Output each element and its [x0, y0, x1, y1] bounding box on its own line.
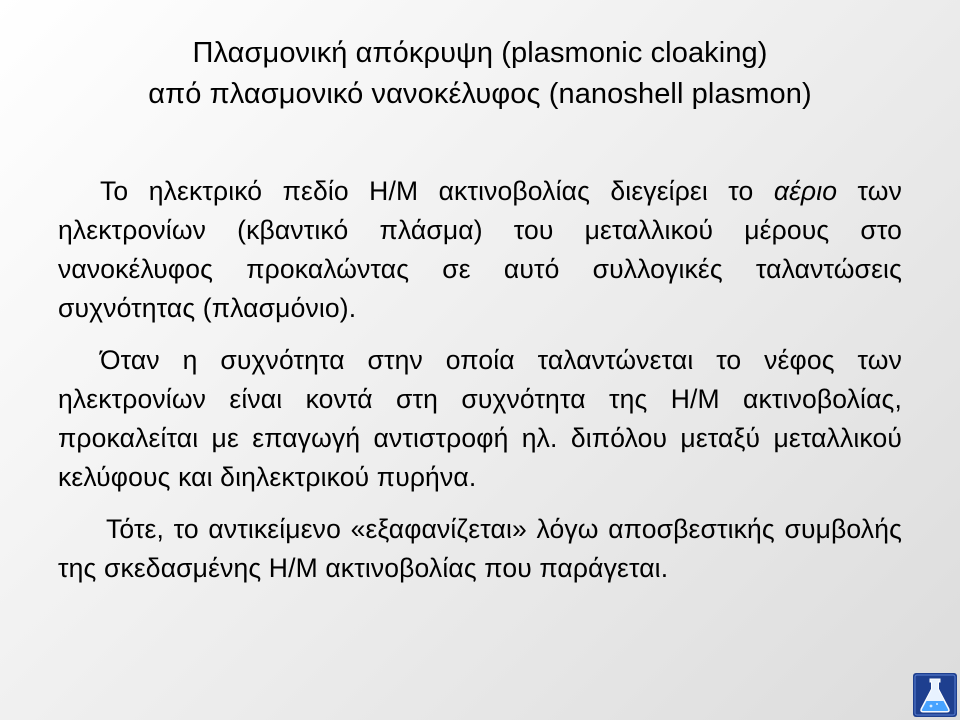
flask-logo-icon: [913, 673, 957, 717]
paragraph-1: [58, 172, 902, 328]
title-line-1: Πλασμονική απόκρυψη (plasmonic cloaking): [192, 37, 768, 69]
slide-title: [60, 33, 900, 115]
paragraph-2: Όταν η συχνότητα στην οποία ταλαντώνεται το νέφος των ηλεκτρονίων είναι κοντά στη συχνότητα της Η/Μ ακτινοβολίας, προκαλείται με επαγωγή αντιστροφή ηλ. διπόλου μεταξύ μεταλλικού κελύφους και διηλεκτρικού πυρήνα.: [58, 345, 902, 492]
paragraph-3: Τότε, το αντικείμενο «εξαφανίζεται» λόγω αποσβεστικής συμβολής της σκεδασμένης Η/Μ ακτινοβολίας που παράγεται.: [58, 514, 902, 583]
title-line-2: από πλασμονικό νανοκέλυφος (nanoshell plasmon): [148, 78, 812, 110]
paragraph-1-emphasis: αέριο: [773, 176, 838, 206]
paragraph-1-text-end: των ηλεκτρονίων (κβαντικό πλάσμα) του μεταλλικού μέρους στο νανοκέλυφος προκαλώντας σε αυτό συλλογικές ταλαντώσεις συχνότητας (πλασμόνιο).: [58, 176, 902, 323]
paragraph-1-text-start: Το ηλεκτρικό πεδίο Η/Μ ακτινοβολίας διεγείρει το: [100, 176, 774, 206]
slide-body: [58, 172, 902, 601]
logo-flask-liquid: [922, 701, 948, 711]
